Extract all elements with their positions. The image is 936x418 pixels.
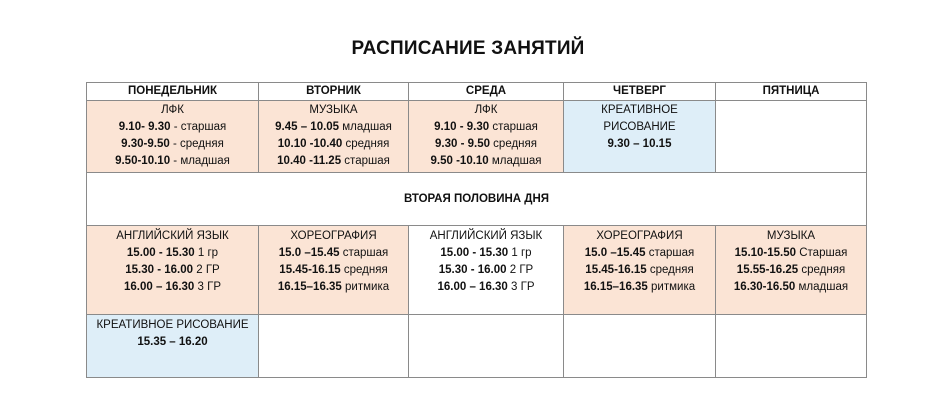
- time-range: 16.00 – 16.30: [437, 281, 508, 293]
- extra-row: [87, 315, 867, 378]
- subject-label: ЛФК: [474, 104, 498, 116]
- subject-label: АНГЛИЙСКИЙ ЯЗЫК: [429, 230, 543, 242]
- subject-label: ХОРЕОГРАФИЯ: [290, 230, 377, 242]
- afternoon-divider-row: [87, 173, 867, 226]
- subject-label: ЛФК: [161, 104, 184, 116]
- time-range: 9.30 – 10.15: [607, 138, 672, 150]
- afternoon-cell-wednesday: [409, 226, 564, 315]
- time-slot: [87, 262, 258, 279]
- day-header-tuesday: ВТОРНИК: [259, 83, 409, 101]
- group-label: 1 гр: [194, 247, 219, 259]
- afternoon-cell-thursday: [564, 226, 716, 315]
- morning-cell-wednesday: [409, 101, 564, 173]
- group-label: - старшая: [170, 121, 227, 133]
- extra-cell-tuesday: [259, 315, 409, 378]
- group-label: старшая: [339, 247, 389, 259]
- afternoon-cell-monday: [87, 226, 259, 315]
- time-range: 15.45-16.15: [585, 264, 647, 276]
- time-range: 16.15–16.35: [583, 281, 648, 293]
- group-label: 2 ГР: [193, 264, 220, 276]
- time-slot: [564, 279, 715, 296]
- time-range: 16.00 – 16.30: [123, 281, 195, 293]
- time-range: 15.35 – 16.20: [137, 336, 208, 348]
- subject-label: МУЗЫКА: [766, 230, 816, 242]
- group-label: старшая: [341, 155, 390, 167]
- time-slot: [259, 153, 408, 170]
- time-slot: [259, 245, 408, 262]
- time-slot: [409, 262, 563, 279]
- group-label: младшая: [488, 155, 542, 167]
- extra-cell-monday: [87, 315, 259, 378]
- day-header-friday: ПЯТНИЦА: [716, 83, 867, 101]
- subject-label: РИСОВАНИЕ: [603, 121, 676, 133]
- time-range: 10.40 -11.25: [277, 155, 342, 167]
- afternoon-label: ВТОРАЯ ПОЛОВИНА ДНЯ: [87, 173, 867, 226]
- time-range: 15.10-15.50: [734, 247, 797, 259]
- time-range: 9.30-9.50: [121, 138, 170, 150]
- group-label: средняя: [489, 138, 537, 150]
- group-label: 3 ГР: [507, 281, 535, 293]
- group-label: средняя: [340, 264, 388, 276]
- afternoon-cell-friday: [716, 226, 867, 315]
- time-range: 9.45 – 10.05: [275, 121, 340, 133]
- header-row: [87, 83, 867, 101]
- time-slot: [409, 136, 563, 153]
- group-label: ритмика: [647, 281, 696, 293]
- subject-label: ХОРЕОГРАФИЯ: [596, 230, 683, 242]
- time-range: 9.50-10.10: [115, 155, 171, 167]
- time-range: 9.50 -10.10: [430, 155, 489, 167]
- extra-cell-friday: [716, 315, 867, 378]
- time-slot: [87, 119, 258, 136]
- morning-cell-thursday: [564, 101, 716, 173]
- group-label: 1 гр: [508, 247, 532, 259]
- day-header-monday: ПОНЕДЕЛЬНИК: [87, 83, 259, 101]
- group-label: средняя: [646, 264, 694, 276]
- time-slot: [259, 136, 408, 153]
- time-range: 9.30 - 9.50: [435, 138, 490, 150]
- extra-cell-thursday: [564, 315, 716, 378]
- morning-cell-monday: [87, 101, 259, 173]
- extra-cell-wednesday: [409, 315, 564, 378]
- group-label: старшая: [645, 247, 695, 259]
- subject-label: МУЗЫКА: [309, 104, 358, 116]
- time-slot: [564, 136, 715, 153]
- afternoon-cell-tuesday: [259, 226, 409, 315]
- group-label: ритмика: [341, 281, 390, 293]
- time-range: 15.45-16.15: [279, 264, 341, 276]
- time-range: 10.10 -10.40: [277, 138, 343, 150]
- group-label: младшая: [795, 281, 849, 293]
- group-label: средняя: [798, 264, 846, 276]
- time-slot: [259, 279, 408, 296]
- page-title: РАСПИСАНИЕ ЗАНЯТИЙ: [351, 38, 585, 59]
- time-slot: [409, 153, 563, 170]
- time-slot: [409, 279, 563, 296]
- time-slot: [87, 153, 258, 170]
- subject-label: АНГЛИЙСКИЙ ЯЗЫК: [116, 230, 229, 242]
- time-slot: [87, 245, 258, 262]
- time-slot: [259, 119, 408, 136]
- morning-cell-friday: [716, 101, 867, 173]
- time-range: 9.10 - 9.30: [434, 121, 490, 133]
- group-label: младшая: [339, 121, 392, 133]
- time-slot: [716, 262, 866, 279]
- group-label: старшая: [489, 121, 538, 133]
- group-label: - средняя: [169, 138, 224, 150]
- group-label: - младшая: [170, 155, 230, 167]
- time-slot: [87, 136, 258, 153]
- time-range: 15.30 - 16.00: [438, 264, 507, 276]
- time-range: 9.10- 9.30: [118, 121, 171, 133]
- afternoon-row: [87, 226, 867, 315]
- time-slot: [409, 245, 563, 262]
- time-range: 16.30-16.50: [733, 281, 796, 293]
- time-slot: [87, 334, 258, 351]
- time-range: 15.0 –15.45: [278, 247, 340, 259]
- time-slot: [409, 119, 563, 136]
- time-slot: [87, 279, 258, 296]
- day-header-wednesday: СРЕДА: [409, 83, 564, 101]
- group-label: 2 ГР: [506, 264, 534, 276]
- time-range: 15.30 - 16.00: [125, 264, 194, 276]
- time-slot: [564, 262, 715, 279]
- schedule-table: [86, 82, 867, 378]
- subject-label: КРЕАТИВНОЕ: [601, 104, 678, 116]
- time-range: 15.00 - 15.30: [440, 247, 509, 259]
- time-range: 15.00 - 15.30: [126, 247, 195, 259]
- time-slot: [716, 279, 866, 296]
- time-slot: [564, 245, 715, 262]
- time-slot: [716, 245, 866, 262]
- time-slot: [259, 262, 408, 279]
- time-range: 15.0 –15.45: [584, 247, 646, 259]
- morning-row: [87, 101, 867, 173]
- day-header-thursday: ЧЕТВЕРГ: [564, 83, 716, 101]
- group-label: средняя: [342, 138, 390, 150]
- group-label: Старшая: [796, 247, 848, 259]
- time-range: 15.55-16.25: [736, 264, 799, 276]
- group-label: 3 ГР: [194, 281, 222, 293]
- time-range: 16.15–16.35: [277, 281, 342, 293]
- subject-label: КРЕАТИВНОЕ РИСОВАНИЕ: [96, 319, 249, 331]
- morning-cell-tuesday: [259, 101, 409, 173]
